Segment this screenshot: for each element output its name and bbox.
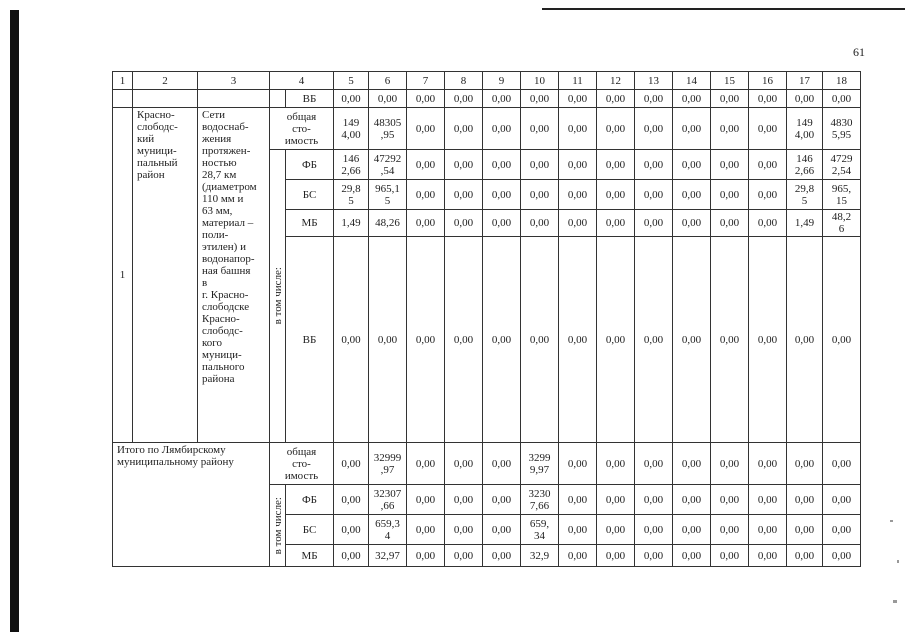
value-cell: 149 4,00 (787, 108, 823, 150)
value-cell: 0,00 (445, 108, 483, 150)
value-cell: 0,00 (445, 515, 483, 545)
value-cell: 0,00 (521, 180, 559, 210)
value-cell: 0,00 (749, 90, 787, 108)
value-cell: 0,00 (559, 180, 597, 210)
value-cell: 0,00 (407, 150, 445, 180)
value-cell: 0,00 (787, 90, 823, 108)
value-cell: 0,00 (407, 90, 445, 108)
value-cell: 48,26 (369, 210, 407, 237)
value-cell: 0,00 (673, 515, 711, 545)
value-cell: 32307 ,66 (369, 485, 407, 515)
value-cell: 0,00 (483, 108, 521, 150)
value-cell: 0,00 (597, 90, 635, 108)
group1-total-row (113, 108, 861, 150)
value-cell: 0,00 (787, 545, 823, 567)
col-header: 9 (483, 72, 521, 90)
row-number: 1 (113, 108, 133, 443)
value-cell: 0,00 (334, 90, 369, 108)
value-cell: 0,00 (407, 515, 445, 545)
value-cell: 0,00 (749, 210, 787, 237)
col-header: 14 (673, 72, 711, 90)
value-cell: 0,00 (673, 210, 711, 237)
value-cell: 0,00 (334, 485, 369, 515)
value-cell: 0,00 (711, 150, 749, 180)
value-cell: 149 4,00 (334, 108, 369, 150)
value-cell: 659,3 4 (369, 515, 407, 545)
value-cell: 0,00 (711, 485, 749, 515)
col-header: 3 (198, 72, 270, 90)
vertical-label: в том числе: (271, 267, 284, 325)
value-cell: 4729 2,54 (823, 150, 861, 180)
value-cell: 0,00 (787, 515, 823, 545)
value-cell: 0,00 (823, 237, 861, 443)
value-cell: 3230 7,66 (521, 485, 559, 515)
col-header: 5 (334, 72, 369, 90)
value-cell: 0,00 (559, 237, 597, 443)
top-rule-line (542, 8, 905, 10)
value-cell: 0,00 (334, 515, 369, 545)
value-cell: 0,00 (483, 210, 521, 237)
value-cell: 32,9 (521, 545, 559, 567)
value-cell: 47292 ,54 (369, 150, 407, 180)
value-cell: 0,00 (635, 90, 673, 108)
value-cell: 0,00 (635, 545, 673, 567)
total-label: общая сто- имость (270, 443, 334, 485)
value-cell: 0,00 (787, 443, 823, 485)
value-cell: 146 2,66 (787, 150, 823, 180)
value-cell: 0,00 (749, 150, 787, 180)
vertical-label: в том числе: (271, 496, 284, 555)
col-header: 1 (113, 72, 133, 90)
value-cell: 0,00 (823, 485, 861, 515)
row-label: ФБ (286, 485, 334, 515)
value-cell: 0,00 (673, 237, 711, 443)
value-cell: 0,00 (445, 545, 483, 567)
col-header: 4 (270, 72, 334, 90)
group2-total-row (113, 443, 861, 485)
value-cell: 0,00 (711, 515, 749, 545)
value-cell: 0,00 (483, 443, 521, 485)
value-cell: 29,8 5 (787, 180, 823, 210)
value-cell: 0,00 (559, 210, 597, 237)
value-cell: 0,00 (711, 108, 749, 150)
value-cell: 0,00 (635, 150, 673, 180)
value-cell: 0,00 (711, 180, 749, 210)
value-cell: 0,00 (597, 545, 635, 567)
value-cell: 0,00 (559, 443, 597, 485)
value-cell: 0,00 (635, 180, 673, 210)
value-cell: 29,8 5 (334, 180, 369, 210)
value-cell: 0,00 (597, 180, 635, 210)
value-cell: 0,00 (749, 515, 787, 545)
value-cell: 0,00 (369, 237, 407, 443)
value-cell: 0,00 (483, 237, 521, 443)
value-cell: 0,00 (749, 180, 787, 210)
value-cell: 965, 15 (823, 180, 861, 210)
table-cell (133, 90, 198, 108)
value-cell: 0,00 (823, 515, 861, 545)
value-cell: 0,00 (407, 237, 445, 443)
scan-speck (890, 520, 893, 522)
value-cell: 0,00 (749, 443, 787, 485)
value-cell: 0,00 (483, 90, 521, 108)
value-cell: 0,00 (635, 443, 673, 485)
value-cell: 0,00 (559, 545, 597, 567)
value-cell: 0,00 (787, 485, 823, 515)
continuation-row (113, 90, 861, 108)
district-total-title: Итого по Лямбирскому муниципальному району (113, 443, 270, 567)
value-cell: 0,00 (334, 237, 369, 443)
value-cell: 0,00 (597, 150, 635, 180)
value-cell: 0,00 (445, 150, 483, 180)
value-cell: 0,00 (597, 237, 635, 443)
value-cell: 0,00 (823, 90, 861, 108)
value-cell: 0,00 (749, 108, 787, 150)
table-cell (270, 90, 286, 108)
district-name: Красно- слободс- кий муници- пальный район (133, 108, 198, 443)
row-label: ВБ (286, 90, 334, 108)
value-cell: 0,00 (635, 210, 673, 237)
value-cell: 0,00 (711, 210, 749, 237)
value-cell: 0,00 (597, 443, 635, 485)
value-cell: 0,00 (711, 545, 749, 567)
value-cell: 0,00 (369, 90, 407, 108)
value-cell: 0,00 (597, 515, 635, 545)
value-cell: 965,1 5 (369, 180, 407, 210)
col-header: 8 (445, 72, 483, 90)
value-cell: 0,00 (711, 237, 749, 443)
value-cell: 1,49 (334, 210, 369, 237)
value-cell: 0,00 (407, 485, 445, 515)
col-header: 7 (407, 72, 445, 90)
value-cell: 0,00 (521, 237, 559, 443)
value-cell: 0,00 (445, 237, 483, 443)
value-cell: 0,00 (407, 180, 445, 210)
value-cell: 0,00 (334, 443, 369, 485)
value-cell: 0,00 (334, 545, 369, 567)
value-cell: 1,49 (787, 210, 823, 237)
value-cell: 0,00 (749, 545, 787, 567)
col-header: 11 (559, 72, 597, 90)
value-cell: 659, 34 (521, 515, 559, 545)
page-number: 61 (853, 45, 865, 59)
col-header: 12 (597, 72, 635, 90)
value-cell: 48,2 6 (823, 210, 861, 237)
value-cell: 32,97 (369, 545, 407, 567)
value-cell: 0,00 (787, 237, 823, 443)
value-cell: 0,00 (711, 90, 749, 108)
col-header: 6 (369, 72, 407, 90)
value-cell: 0,00 (521, 210, 559, 237)
value-cell: 0,00 (445, 485, 483, 515)
budget-table (112, 71, 861, 567)
table-body (113, 72, 861, 567)
value-cell: 0,00 (823, 443, 861, 485)
object-description: Сети водоснаб- жения протяжен- ностью 28,7 км (диаметром 110 мм и 63 мм, материал – поли- этилен) и водонапор- ная башня в г. Красно- слободске Красно- слободс- кого муници- пального района (198, 108, 270, 443)
table-cell (113, 90, 133, 108)
scan-edge-bar (10, 10, 19, 632)
value-cell: 32999 ,97 (369, 443, 407, 485)
col-header: 18 (823, 72, 861, 90)
value-cell: 0,00 (635, 485, 673, 515)
value-cell: 0,00 (559, 150, 597, 180)
value-cell: 0,00 (445, 210, 483, 237)
value-cell: 0,00 (673, 108, 711, 150)
row-label: МБ (286, 210, 334, 237)
value-cell: 0,00 (483, 180, 521, 210)
col-header: 15 (711, 72, 749, 90)
value-cell: 0,00 (559, 515, 597, 545)
value-cell: 0,00 (673, 545, 711, 567)
col-header: 2 (133, 72, 198, 90)
col-header: 10 (521, 72, 559, 90)
total-label: общая сто- имость (270, 108, 334, 150)
value-cell: 0,00 (445, 443, 483, 485)
value-cell: 0,00 (673, 485, 711, 515)
value-cell: 0,00 (521, 150, 559, 180)
value-cell: 0,00 (483, 485, 521, 515)
value-cell: 4830 5,95 (823, 108, 861, 150)
including-label (270, 485, 286, 567)
value-cell: 0,00 (597, 210, 635, 237)
value-cell: 0,00 (445, 90, 483, 108)
row-label: БС (286, 515, 334, 545)
table-cell (198, 90, 270, 108)
row-label: БС (286, 180, 334, 210)
header-row (113, 72, 861, 90)
value-cell: 0,00 (559, 108, 597, 150)
value-cell: 0,00 (673, 443, 711, 485)
value-cell: 0,00 (521, 108, 559, 150)
value-cell: 0,00 (673, 150, 711, 180)
value-cell: 0,00 (635, 515, 673, 545)
value-cell: 3299 9,97 (521, 443, 559, 485)
value-cell: 0,00 (483, 515, 521, 545)
col-header: 16 (749, 72, 787, 90)
value-cell: 0,00 (673, 180, 711, 210)
col-header: 13 (635, 72, 673, 90)
value-cell: 0,00 (407, 443, 445, 485)
row-label: ФБ (286, 150, 334, 180)
including-label (270, 150, 286, 443)
value-cell: 0,00 (635, 237, 673, 443)
value-cell: 0,00 (597, 485, 635, 515)
value-cell: 146 2,66 (334, 150, 369, 180)
value-cell: 0,00 (521, 90, 559, 108)
value-cell: 0,00 (483, 150, 521, 180)
value-cell: 0,00 (445, 180, 483, 210)
value-cell: 0,00 (749, 485, 787, 515)
value-cell: 0,00 (711, 443, 749, 485)
value-cell: 0,00 (635, 108, 673, 150)
value-cell: 0,00 (749, 237, 787, 443)
scan-speck (893, 600, 897, 603)
value-cell: 48305 ,95 (369, 108, 407, 150)
row-label: МБ (286, 545, 334, 567)
value-cell: 0,00 (483, 545, 521, 567)
col-header: 17 (787, 72, 823, 90)
value-cell: 0,00 (673, 90, 711, 108)
value-cell: 0,00 (823, 545, 861, 567)
value-cell: 0,00 (407, 545, 445, 567)
value-cell: 0,00 (559, 90, 597, 108)
scan-speck (897, 560, 899, 563)
value-cell: 0,00 (407, 210, 445, 237)
value-cell: 0,00 (407, 108, 445, 150)
row-label: ВБ (286, 237, 334, 443)
value-cell: 0,00 (559, 485, 597, 515)
value-cell: 0,00 (597, 108, 635, 150)
